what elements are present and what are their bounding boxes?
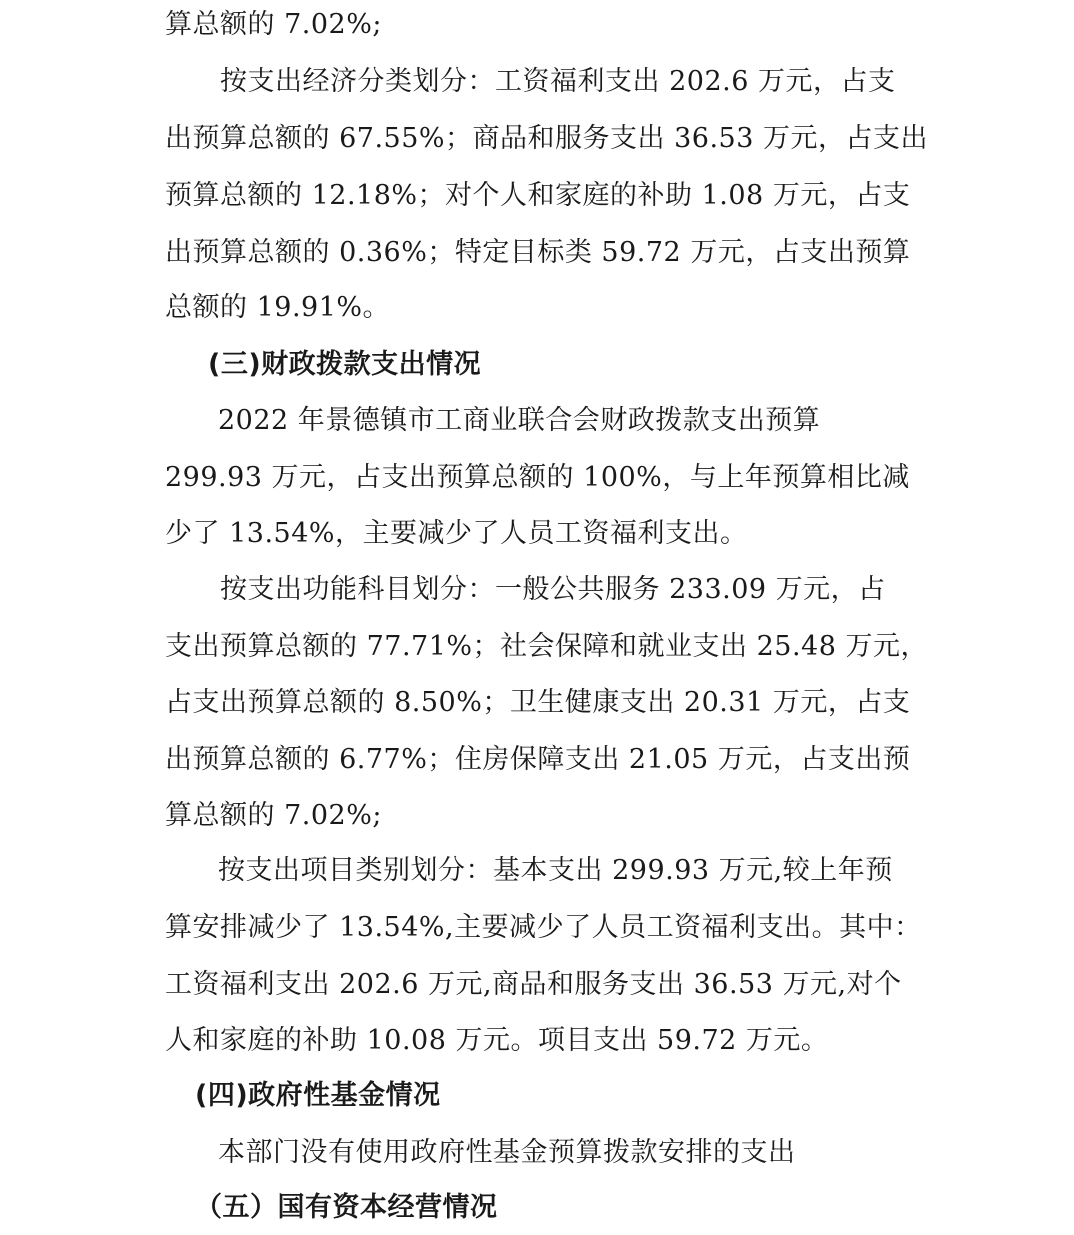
paragraph-line: 出预算总额的 67.55%；商品和服务支出 36.53 万元，占支出 xyxy=(165,123,928,154)
paragraph-line: 2022 年景德镇市工商业联合会财政拨款支出预算 xyxy=(218,405,821,436)
paragraph-line: 占支出预算总额的 8.50%；卫生健康支出 20.31 万元，占支 xyxy=(165,687,911,718)
paragraph-line: 算安排减少了 13.54%,主要减少了人员工资福利支出。其中： xyxy=(165,912,922,943)
section-heading: (四)政府性基金情况 xyxy=(195,1080,441,1111)
paragraph-line: 出预算总额的 0.36%；特定目标类 59.72 万元，占支出预算 xyxy=(165,237,911,268)
paragraph-line: 算总额的 7.02%; xyxy=(165,9,382,40)
paragraph-line: 工资福利支出 202.6 万元,商品和服务支出 36.53 万元,对个 xyxy=(165,969,902,1000)
paragraph-line: 预算总额的 12.18%；对个人和家庭的补助 1.08 万元，占支 xyxy=(165,180,911,211)
paragraph-line: 总额的 19.91%。 xyxy=(165,292,391,323)
section-heading: （五）国有资本经营情况 xyxy=(195,1192,498,1223)
paragraph-line: 299.93 万元，占支出预算总额的 100%，与上年预算相比减 xyxy=(165,462,910,493)
paragraph-line: 本部门没有使用政府性基金预算拨款安排的支出 xyxy=(218,1137,796,1168)
paragraph-line: 人和家庭的补助 10.08 万元。项目支出 59.72 万元。 xyxy=(165,1025,829,1056)
paragraph-line: 按支出经济分类划分：工资福利支出 202.6 万元，占支 xyxy=(220,66,896,97)
paragraph-line: 出预算总额的 6.77%；住房保障支出 21.05 万元，占支出预 xyxy=(165,744,911,775)
paragraph-line: 算总额的 7.02%; xyxy=(165,800,382,831)
section-heading: (三)财政拨款支出情况 xyxy=(208,349,482,380)
paragraph-line: 少了 13.54%，主要减少了人员工资福利支出。 xyxy=(165,518,748,549)
paragraph-line: 按支出功能科目划分：一般公共服务 233.09 万元，占 xyxy=(220,574,886,605)
paragraph-line: 支出预算总额的 77.71%；社会保障和就业支出 25.48 万元， xyxy=(165,631,928,662)
paragraph-line: 按支出项目类别划分：基本支出 299.93 万元,较上年预 xyxy=(218,855,893,886)
